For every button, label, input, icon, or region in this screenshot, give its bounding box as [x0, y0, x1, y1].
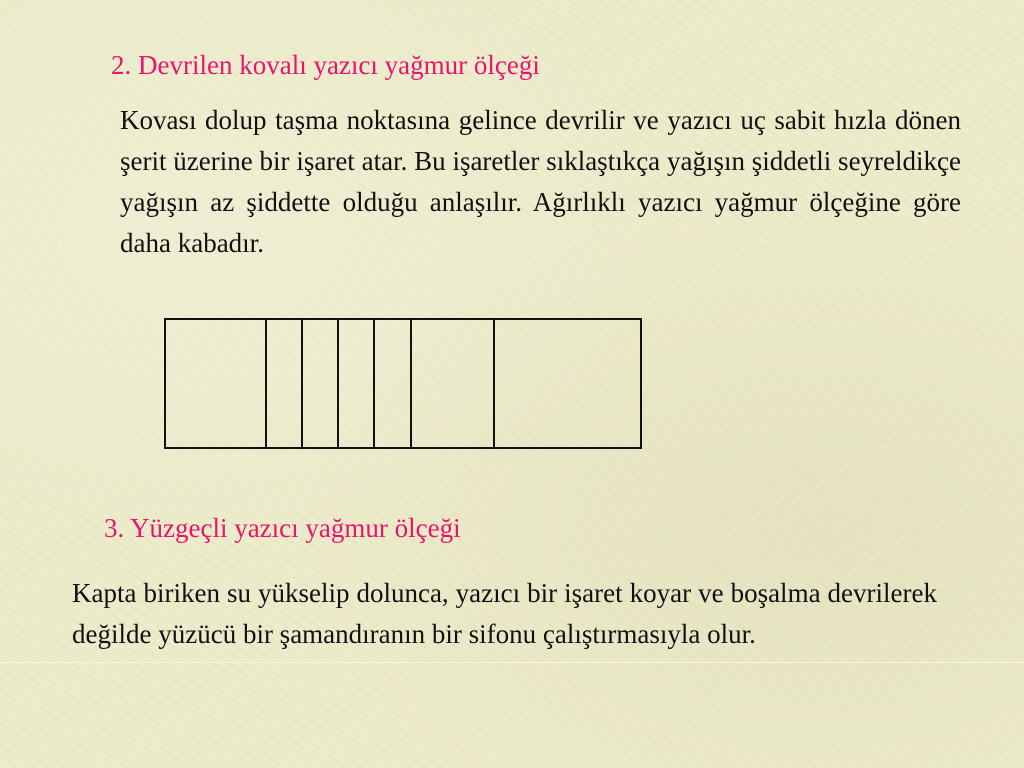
section-heading-tipping-bucket: 2. Devrilen kovalı yazıcı yağmur ölçeği — [111, 50, 540, 80]
strip-outline — [165, 319, 641, 448]
recording-strip-diagram — [164, 318, 642, 449]
section-paragraph-tipping-bucket: Kovası dolup taşma noktasına gelince devrilir ve yazıcı uç sabit hızla dönen şerit üzerine bir işaret atar. Bu işaretler sıklaştıkça yağışın şiddetli seyreldikçe yağışın az şiddette olduğu anlaşılır. Ağırlıklı yazıcı yağmur ölçeğine göre daha kabadır. — [120, 105, 961, 258]
background-divider — [0, 662, 1024, 663]
section-paragraph-float-recorder: Kapta biriken su yükselip dolunca, yazıcı bir işaret koyar ve boşalma devrilerek değilde yüzücü bir şamandıranın bir sifonu çalıştırmasıyla olur. — [72, 578, 937, 649]
section-heading-float-recorder: 3. Yüzgeçli yazıcı yağmur ölçeği — [104, 513, 461, 543]
